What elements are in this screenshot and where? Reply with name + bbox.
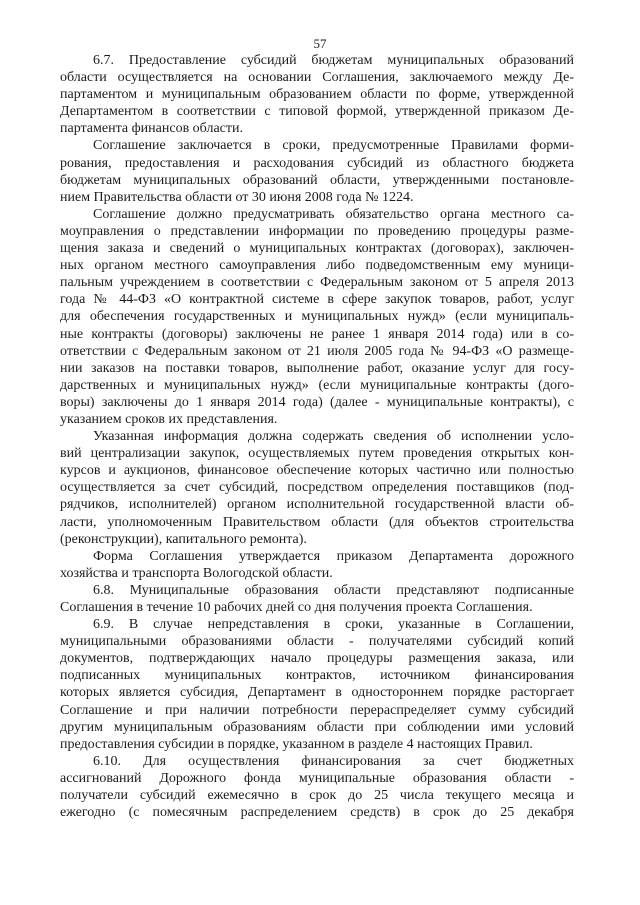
text-line: другим муниципальным образованиям области при соблюдении ими условий [60, 719, 574, 735]
text-line: ассигнований Дорожного фонда муниципальные образования области - [60, 770, 574, 786]
text-line: ные контракты (договоры) заключены не ранее 1 января 2014 года) или в со- [60, 326, 574, 342]
text-line: хозяйства и транспорта Вологодской области. [60, 565, 333, 581]
text-line: Соглашение должно предусматривать обязательство органа местного са- [93, 206, 574, 222]
paragraph-p610 [60, 753, 574, 821]
text-line: рования, предоставления и расходования субсидий из областного бюджета [60, 155, 574, 171]
text-line: курсов и аукционов, финансовое обеспечение которых частично или полностью [60, 463, 574, 479]
text-line: вий централизации закупок, осуществляемых путем проведения открытых кон- [60, 446, 574, 462]
text-line: ных органом местного самоуправления либо подведомственным ему муници- [60, 258, 574, 274]
text-line: дарственных и муниципальных нужд» (если муниципальные контракты (дого- [60, 377, 574, 393]
text-line: Указанная информация должна содержать сведения об исполнении усло- [93, 429, 574, 445]
text-line: осуществляется за счет субсидий, посредством определения поставщиков (под- [60, 480, 574, 496]
text-line: 6.10. Для осуществления финансирования за счет бюджетных [93, 753, 574, 769]
paragraph-p67b [60, 137, 574, 205]
text-line: Соглашение заключается в сроки, предусмотренные Правилами форми- [93, 138, 574, 154]
text-line: ласти, уполномоченным Правительством области (для объектов строительства [60, 514, 574, 530]
paragraph-p67 [60, 52, 574, 137]
text-line: бюджетам муниципальных образований области, утвержденными постановле- [60, 172, 574, 188]
text-line: Департаментом в соответствии с типовой формой, утвержденной приказом Де- [60, 104, 574, 120]
paragraph-p67e [60, 548, 574, 582]
text-line: ответствии с Федеральным законом от 21 июля 2005 года № 94-ФЗ «О размеще- [60, 343, 574, 359]
text-line: муниципальными образованиями области - получателями субсидий копий [60, 634, 574, 650]
text-line: воры) заключены до 1 января 2014 года) (далее - муниципальные контракты), с [60, 394, 574, 410]
text-line: ежегодно (с помесячным распределением средств) в срок до 25 декабря [60, 805, 574, 821]
text-line: предоставления субсидии в порядке, указанном в разделе 4 настоящих Правил. [60, 736, 533, 752]
text-line: моуправления о представлении информации по проведению процедуры разме- [60, 223, 574, 239]
text-line: щения заказа и сведений о муниципальных контрактах (договорах), заключен- [60, 241, 574, 257]
text-line: 6.8. Муниципальные образования области представляют подписанные [93, 582, 574, 598]
document-body [60, 52, 574, 821]
text-line: Соглашения в течение 10 рабочих дней со дня получения проекта Соглашения. [60, 600, 533, 615]
text-line: (реконструкции), капитального ремонта). [60, 531, 307, 547]
text-line: 6.9. В случае непредставления в сроки, указанные в Соглашении, [93, 617, 574, 633]
text-line: 6.7. Предоставление субсидий бюджетам муниципальных образований [93, 53, 574, 68]
text-line: Соглашение и при наличии потребности перераспределяет сумму субсидий [60, 702, 574, 718]
paragraph-p67d [60, 428, 574, 548]
text-line: года № 44-ФЗ «О контрактной системе в сфере закупок товаров, работ, услуг [60, 292, 574, 308]
paragraph-p68 [60, 582, 574, 616]
text-line: получатели субсидий ежемесячно в срок до 25 числа текущего месяца и [60, 788, 574, 804]
paragraph-p69 [60, 616, 574, 753]
paragraph-p67c [60, 206, 574, 428]
text-line: области осуществляется на основании Соглашения, заключаемого между Де- [60, 70, 574, 86]
text-line: документов, подтверждающих начало процедуры размещения заказа, или [60, 651, 574, 667]
text-line: партамента финансов области. [60, 121, 243, 137]
text-line: нии заказов на поставки товаров, выполнение работ, оказание услуг для госу- [60, 360, 574, 376]
text-line: партаментом и муниципальным образованием области по форме, утвержденной [60, 87, 574, 103]
text-line: подписанных муниципальных контрактов, источником финансирования [60, 668, 574, 684]
text-line: которых является субсидия, Департамент в одностороннем порядке расторгает [60, 685, 574, 701]
page-number: 57 [313, 36, 327, 51]
text-line: для обеспечения государственных и муниципальных нужд» (если муниципаль- [60, 309, 574, 325]
text-line: указанием сроков их представления. [60, 411, 278, 427]
text-line: нием Правительства области от 30 июня 2008 года № 1224. [60, 189, 414, 205]
text-line: пальным учреждением в соответствии с Федеральным законом от 5 апреля 2013 [60, 275, 574, 291]
text-line: Форма Соглашения утверждается приказом Департамента дорожного [93, 548, 574, 564]
text-line: рядчиков, исполнителей) органом исполнительной государственной власти об- [60, 497, 574, 513]
